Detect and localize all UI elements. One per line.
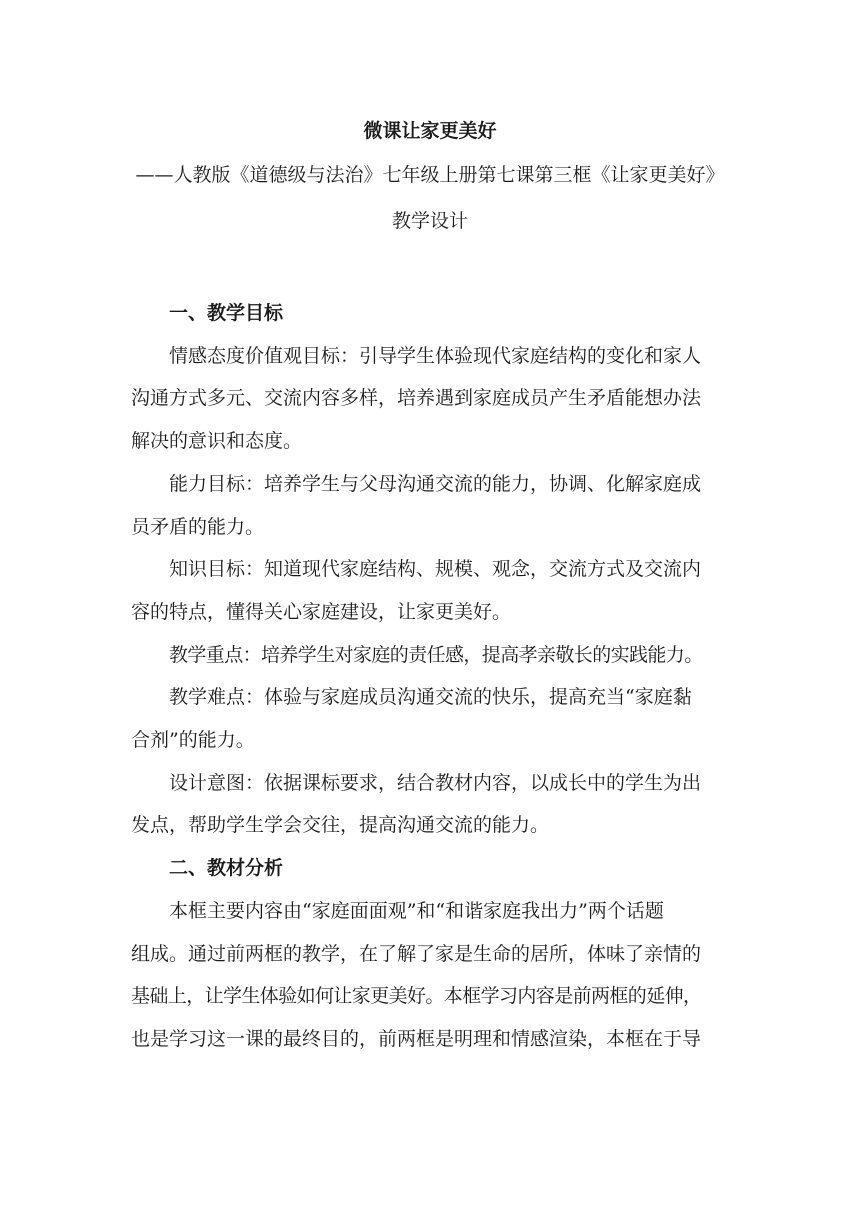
paragraph-line: 解决的意识和态度。 [131, 430, 303, 453]
paragraph-line: 发点，帮助学生学会交往，提高沟通交流的能力。 [131, 814, 550, 837]
paragraph-line: 知识目标：知道现代家庭结构、规模、观念，交流方式及交流内 [169, 558, 702, 581]
document-subtitle: ——人教版《道德级与法治》七年级上册第七课第三框《让家更美好》 [135, 164, 725, 186]
paragraph-line: 合剂”的能力。 [131, 729, 255, 752]
paragraph-line: 教学难点：体验与家庭成员沟通交流的快乐，提高充当“家庭黏 [169, 686, 692, 709]
document-body [131, 292, 731, 1061]
paragraph-line: 情感态度价值观目标：引导学生体验现代家庭结构的变化和家人 [169, 344, 702, 367]
section-heading-textbook-analysis: 二、教材分析 [169, 857, 284, 880]
section-heading-objectives: 一、教学目标 [169, 302, 284, 324]
paragraph-line: 教学重点：培养学生对家庭的责任感，提高孝亲敬长的实践能力。 [169, 643, 703, 666]
paragraph-line: 能力目标：培养学生与父母沟通交流的能力，协调、化解家庭成 [169, 472, 702, 495]
paragraph-line: 员矛盾的能力。 [131, 515, 265, 538]
document-title: 微课让家更美好 [363, 120, 497, 142]
paragraph-line: 本框主要内容由“家庭面面观”和“和谐家庭我出力”两个话题 [169, 899, 664, 922]
paragraph-line: 基础上，让学生体验如何让家更美好。本框学习内容是前两框的延伸， [131, 985, 702, 1008]
paragraph-line: 设计意图：依据课标要求，结合教材内容，以成长中的学生为出 [169, 771, 702, 794]
paragraph-line: 也是学习这一课的最终目的，前两框是明理和情感渲染，本框在于导 [131, 1027, 702, 1050]
document-subtitle-design: 教学设计 [391, 210, 468, 232]
paragraph-line: 沟通方式多元、交流内容多样，培养遇到家庭成员产生矛盾能想办法 [131, 387, 702, 410]
paragraph-line: 组成。通过前两框的教学，在了解了家是生命的居所，体味了亲情的 [131, 942, 702, 965]
paragraph-line: 容的特点，懂得关心家庭建设，让家更美好。 [131, 600, 512, 623]
